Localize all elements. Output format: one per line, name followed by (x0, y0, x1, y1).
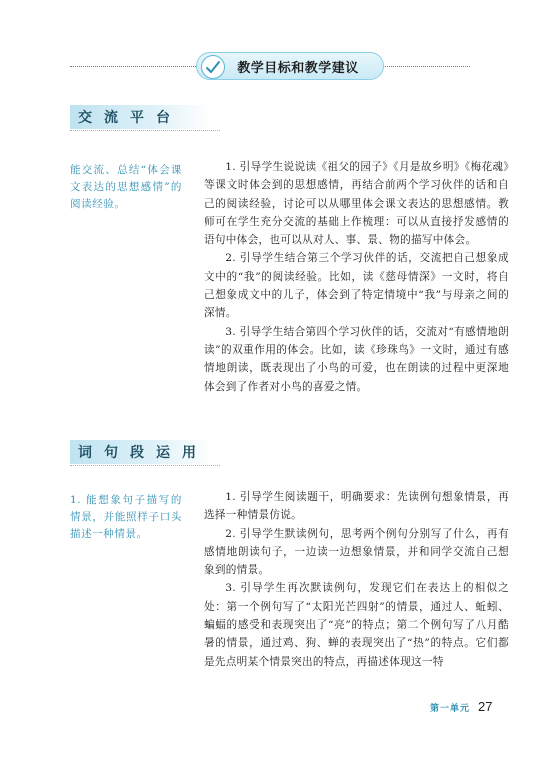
paragraph: 3. 引导学生再次默读例句，发现它们在表达上的相似之处：第一个例句写了“太阳光芒四射”的情景，通过人、蚯蚓、蝙蝠的感受和表现突出了“亮”的特点；第二个例句写了八月酷暑的情景，通过鸡、狗、蝉的表现突出了“热”的特点。它们都是先点明某个情景突出的特点，再描述体现这一特 (204, 582, 509, 668)
section-divider (70, 465, 220, 466)
section-body (204, 158, 509, 396)
unit-label: 第一单元 (430, 704, 471, 714)
paragraph: 2. 引导学生默读例句，思考两个例句分别写了什么，再有感情地朗读句子，一边读一边想象情景，并和同学交流自己想象到的情景。 (204, 527, 509, 577)
side-note: 1. 能想象句子描写的情景，并能照样子口头描述一种情景。 (70, 494, 182, 540)
section-tab-label: 交流平台 (78, 110, 182, 126)
section-tab-exchange (70, 105, 212, 129)
page-number: 27 (478, 699, 493, 714)
section-tab-words (70, 440, 212, 464)
paragraph: 1. 引导学生阅读题干，明确要求：先读例句想象情景，再选择一种情景仿说。 (204, 491, 509, 522)
pen-check-icon (201, 55, 225, 79)
paragraph: 3. 引导学生结合第四个学习伙伴的话，交流对“有感情地朗读”的双重作用的体会。比如，读《珍珠鸟》一文时，通过有感情地朗读，既表现出了小鸟的可爱，也在朗读的过程中更深地体会到了作者对小鸟的喜爱之情。 (204, 325, 509, 393)
section-tab-label: 词句段运用 (78, 445, 208, 461)
paragraph: 1. 引导学生说说读《祖父的园子》《月是故乡明》《梅花魂》等课文时体会到的思想感情，再结合前两个学习伙伴的话和自己的阅读经验，讨论可以从哪里体会课文表达的思想感情。教师可在学生充分交流的基础上作梳理：可以从直接抒发感情的语句中体会，也可以从对人、事、景、物的描写中体会。 (204, 161, 509, 247)
section-body (204, 488, 509, 671)
header-title: 教学目标和教学建议 (237, 60, 359, 76)
side-note: 能交流、总结“体会课文表达的思想感情”的阅读经验。 (70, 164, 182, 210)
page-footer (430, 699, 492, 714)
paragraph: 2. 引导学生结合第三个学习伙伴的话，交流把自己想象成文中的“我”的阅读经验。比如，读《慈母情深》一文时，将自己想象成文中的儿子，体会到了特定情境中“我”与母亲之间的深情。 (204, 252, 509, 320)
header-banner (196, 52, 384, 80)
section-divider (70, 130, 220, 131)
